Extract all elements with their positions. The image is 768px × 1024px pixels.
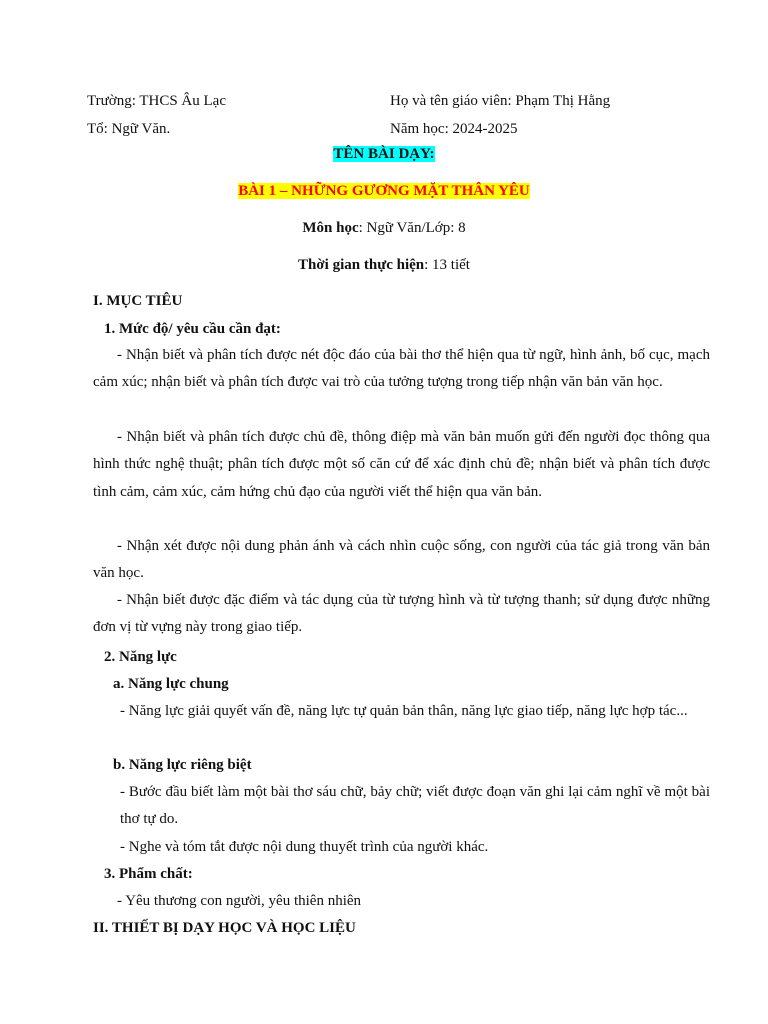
lesson-title-row (0, 181, 768, 201)
school-year: Năm học: 2024-2025 (390, 121, 518, 137)
general-competence-text: - Năng lực giải quyết vấn đề, năng lực tự quản bản thân, năng lực giao tiếp, năng lực hợp tác... (120, 703, 688, 719)
time-label: Thời gian thực hiện (298, 257, 425, 273)
specific-competence-text-2: - Nghe và tóm tắt được nội dung thuyết trình của người khác. (120, 839, 489, 855)
objective-paragraph-1: - Nhận biết và phân tích được nét độc đáo của bài thơ thể hiện qua từ ngữ, hình ảnh, bố cục, mạch cảm xúc; nhận biết và phân tích được vai trò của tưởng tượng trong tiếp nhận văn bản văn học. (93, 347, 710, 391)
section-objectives-heading: I. MỤC TIÊU (93, 293, 183, 309)
objective-paragraph-4: - Nhận biết được đặc điểm và tác dụng của từ tượng hình và từ tượng thanh; sử dụng được những đơn vị từ vựng này trong giao tiếp. (93, 592, 710, 636)
objective-paragraph-3: - Nhận xét được nội dung phản ánh và cách nhìn cuộc sống, con người của tác giả trong văn bản văn học. (93, 538, 710, 582)
section-materials-heading: II. THIẾT BỊ DẠY HỌC VÀ HỌC LIỆU (93, 920, 356, 936)
teacher-name: Họ và tên giáo viên: Phạm Thị Hằng (390, 93, 611, 109)
time-line (0, 255, 768, 275)
qualities-heading: 3. Phẩm chất: (104, 866, 193, 882)
subject-label: Môn học (302, 220, 359, 236)
specific-competence-text-1: - Bước đầu biết làm một bài thơ sáu chữ, bảy chữ; viết được đoạn văn ghi lại cảm nghĩ về một bài thơ tự do. (120, 784, 710, 827)
lesson-label: TÊN BÀI DẠY: (333, 146, 435, 162)
competence-heading: 2. Năng lực (104, 649, 177, 665)
subject-group: Tổ: Ngữ Văn. (87, 121, 171, 137)
lesson-label-row (0, 144, 768, 164)
objective-paragraph-2: - Nhận biết và phân tích được chủ đề, thông điệp mà văn bản muốn gửi đến người đọc thông qua hình thức nghệ thuật; phân tích được một số căn cứ để xác định chủ đề; nhận biết và phân tích được tình cảm, cảm xúc, cảm hứng chủ đạo của người viết thể hiện qua văn bản. (93, 429, 710, 500)
school-name: Trường: THCS Âu Lạc (87, 93, 226, 109)
subject-line (0, 218, 768, 238)
time-value: : 13 tiết (424, 257, 470, 273)
general-competence-heading: a. Năng lực chung (113, 676, 229, 692)
lesson-title: BÀI 1 – NHỮNG GƯƠNG MẶT THÂN YÊU (238, 183, 530, 199)
requirements-heading: 1. Mức độ/ yêu cầu cần đạt: (104, 321, 281, 337)
specific-competence-heading: b. Năng lực riêng biệt (113, 757, 252, 773)
qualities-text: - Yêu thương con người, yêu thiên nhiên (117, 893, 362, 909)
subject-value: : Ngữ Văn/Lớp: 8 (358, 220, 466, 236)
